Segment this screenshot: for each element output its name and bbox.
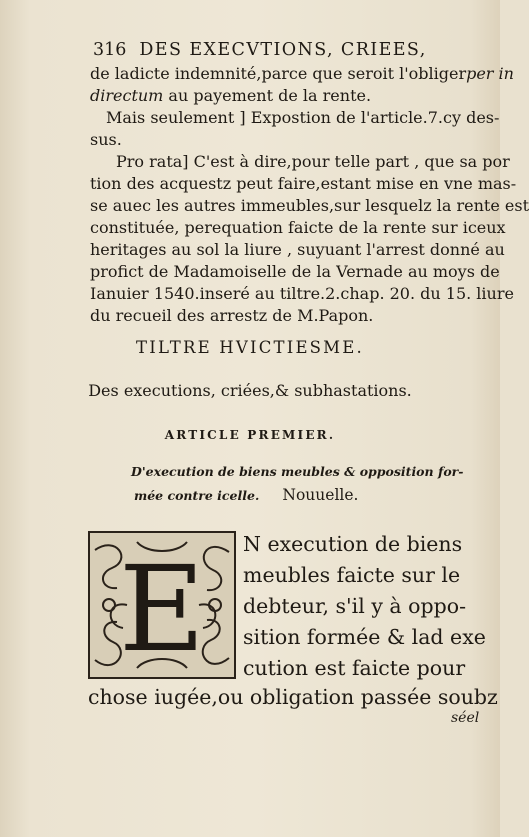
text-line: du recueil des arrestz de M.Papon. [90, 306, 374, 325]
text-line: heritages au sol la liure , suyuant l'arrest donné au [90, 240, 505, 259]
text-line: Ianuier 1540.inseré au tiltre.2.chap. 20. du 15. liure [90, 284, 514, 303]
text-line: sition formée & lad exe [243, 625, 486, 649]
text-line: chose iugée,ou obligation passée soubz [88, 685, 498, 709]
italic-span: directum [90, 86, 164, 105]
text-line: cution est faicte pour [243, 656, 466, 680]
rubric-line: D'execution de biens meubles & opposition for- [131, 464, 464, 479]
text-line: constituée, perequation faicte de la rente sur iceux [90, 218, 506, 237]
text-span: au payement de la rente. [163, 86, 372, 105]
catchword: séel [451, 710, 480, 726]
rubric-text: mée contre icelle. [134, 488, 260, 503]
text-line: se auec les autres immeubles,sur lesquelz la rente est [90, 196, 529, 215]
italic-span: per in [466, 64, 514, 83]
initial-letter: E [118, 540, 206, 678]
running-header [93, 40, 427, 60]
text-line: profict de Madamoiselle de la Vernade au moys de [90, 262, 500, 281]
decorated-initial-icon [87, 530, 237, 680]
text-line [90, 64, 514, 84]
page-number: 316 [93, 40, 127, 60]
text-line: sus. [90, 130, 122, 149]
text-line: Mais seulement ] Expostion de l'article.7.cy des- [106, 108, 500, 127]
section-title: TILTRE HVICTIESME. [136, 338, 364, 357]
section-subtitle: Des executions, criées,& subhastations. [88, 381, 412, 400]
text-line: tion des acquestz peut faire,estant mise en vne mas- [90, 174, 517, 193]
rubric-line [134, 485, 358, 506]
article-heading: ARTICLE PREMIER. [164, 428, 336, 442]
marginal-note: Nouuelle. [282, 486, 359, 504]
text-line: N execution de biens [243, 532, 463, 556]
text-line: debteur, s'il y à oppo- [243, 594, 467, 618]
text-line: Pro rata] C'est à dire,pour telle part , que sa por [116, 152, 510, 171]
text-line: meubles faicte sur le [243, 563, 461, 587]
running-title: DES EXECVTIONS, CRIEES, [139, 40, 427, 60]
text-span: de ladicte indemnité,parce que seroit l'obliger [90, 64, 467, 83]
text-line [90, 86, 371, 106]
